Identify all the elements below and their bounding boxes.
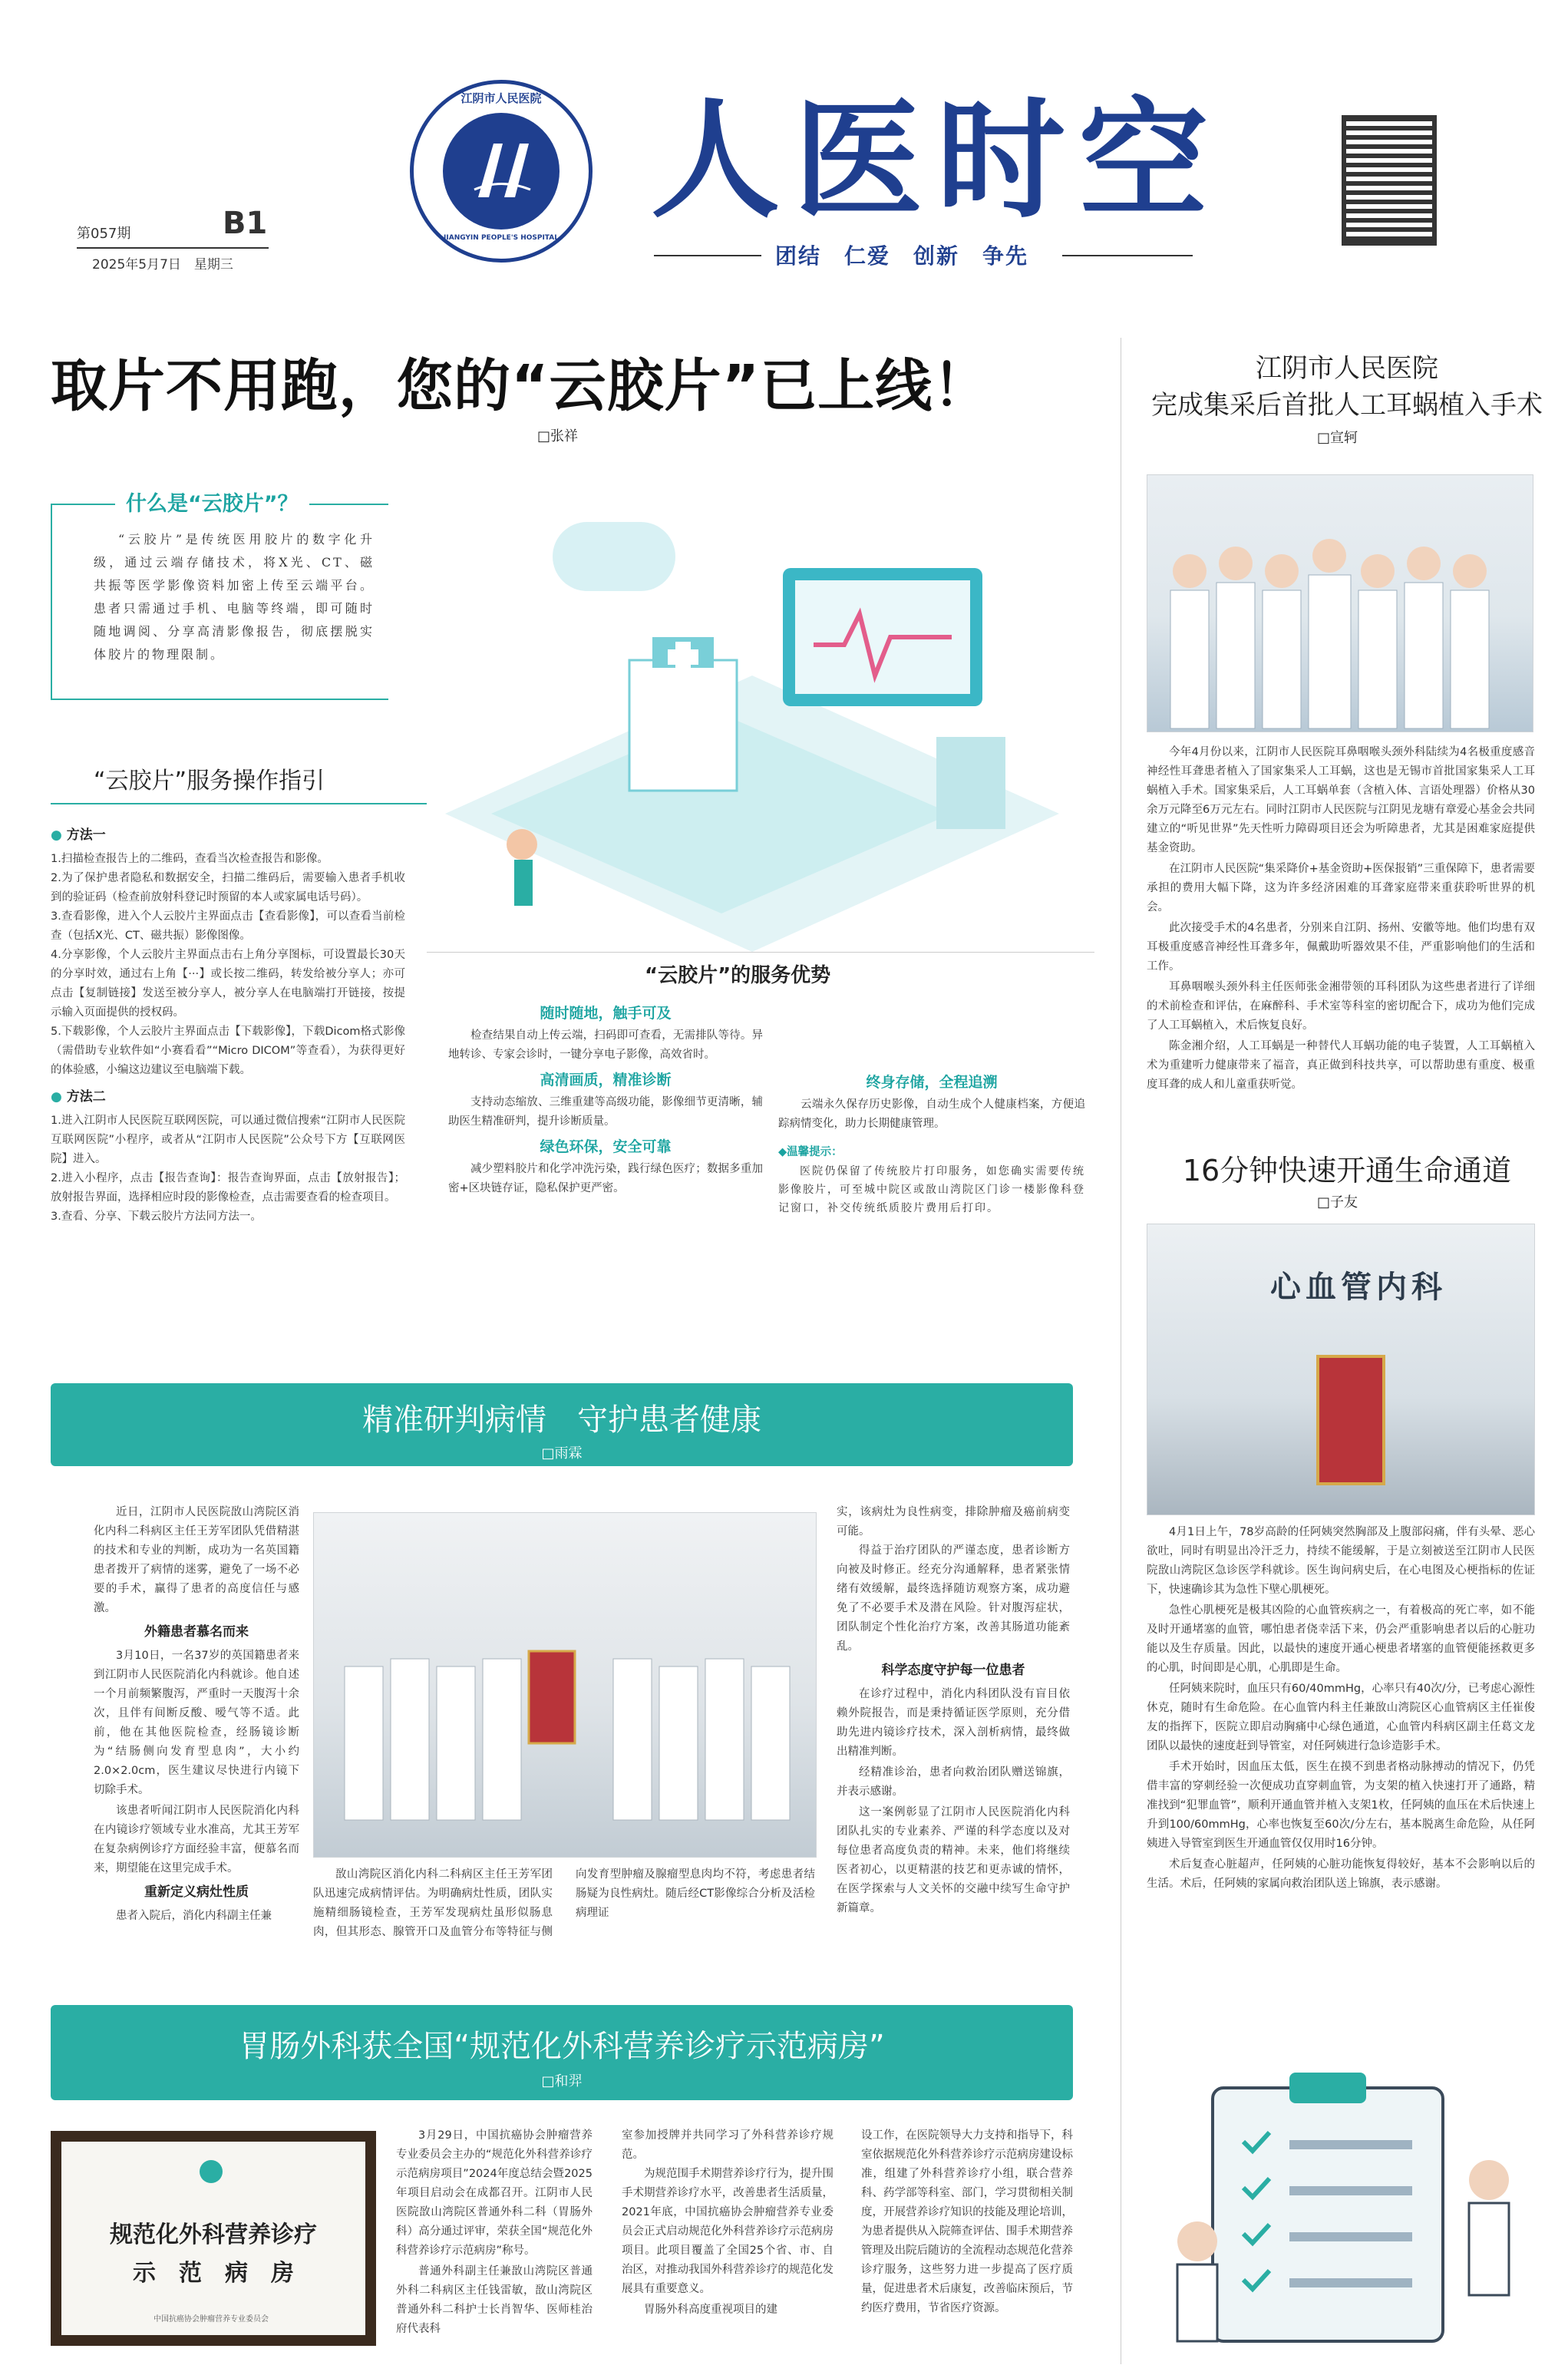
hospital-logo — [410, 80, 593, 263]
issue-number: 第057期 — [77, 226, 131, 242]
paragraph: 4月1日上午，78岁高龄的任阿姨突然胸部及上腹部闷痛，伴有头晕、恶心欲吐，同时有明显出冷汗乏力，持续不能缓解，于是立刻被送至江阴市人民医院敔山湾院区急诊医学科就诊。医生询问病史后，在心电图及心梗指标的佐证下，快速确诊其为急性下壁心肌梗死。 — [1147, 1526, 1535, 1596]
plaque-emblem-icon — [200, 2160, 223, 2183]
paragraph: 普通外科副主任兼敔山湾院区普通外科二科病区主任钱雷敏，敔山湾院区普通外科二科护士长肖智华、医师桂治府代表科 — [396, 2265, 593, 2335]
bottom-title-band — [51, 2005, 1073, 2100]
method-one-step: 2.为了保护患者隐私和数据安全，扫描二维码后，需要输入患者手机收到的验证码（检查前放射科登记时预留的本人或家属电话号码）。 — [51, 872, 405, 903]
paragraph: 3月29日，中国抗癌协会肿瘤营养专业委员会主办的“规范化外科营养诊疗示范病房项目”2024年度总结会暨2025年项目启动会在成都召开。江阴市人民医院敔山湾院区普通外科二科（胃肠外科）高分通过评审，荣获全国“规范化外科营养诊疗示范病房”称号。 — [396, 2129, 593, 2257]
ward-sign: 心血管内科 — [1270, 1270, 1447, 1305]
lead-headline: 取片不用跑，您的“云胶片”已上线！ — [51, 353, 991, 419]
method-one-step: 5.下载影像，个人云胶片主界面点击【下载影像】，下载Dicom格式影像（需借助专业软件如“小赛看看”“Micro DICOM”等查看），为获得更好的体验感，小编这边建议至电脑端下载。 — [51, 1026, 405, 1076]
guide-rule — [51, 803, 427, 804]
method-two-title: ● 方法二 — [51, 1089, 106, 1105]
method-two-step: 1.进入江阴市人民医院互联网医院，可以通过微信搜索“江阴市人民医院互联网医院”小程序，或者从“江阴市人民医院”公众号下方【互联网医院】进入。 — [51, 1115, 405, 1165]
logo-en-text: JIANGYIN PEOPLE'S HOSPITAL — [444, 234, 559, 242]
method-one — [51, 821, 405, 1227]
mid-photo-caption: 敔山湾院区消化内科二科病区主任王芳军团队迅速完成病情评估。为明确病灶性质，团队实施精细肠镜检查，王芳军发现病灶虽形似肠息肉，但其形态、腺管开口及血管分布等特征与侧向发育型肿瘤及腺瘤型息肉均不符，考虑患者结肠疑为良性病灶。随后经CT影像综合分析及活检病理证 — [313, 1868, 815, 1938]
paper-title: 人医时空 — [651, 84, 1222, 236]
issue-date: 2025年5月7日 星期三 — [92, 257, 233, 273]
logo-mark-icon — [470, 136, 532, 205]
right2-author: □子友 — [1317, 1194, 1358, 1211]
what-is-body: “云胶片”是传统医用胶片的数字化升级，通过云端存储技术，将X光、CT、磁共振等医学影像资料加密上传至云端平台。患者只需通过手机、电脑等终端，即可随时随地调阅、分享高清影像报告，彻底摆脱实体胶片的物理限制。 — [94, 532, 375, 662]
paragraph: 胃肠外科高度重视项目的建 — [644, 2304, 777, 2316]
paragraph: 今年4月份以来，江阴市人民医院耳鼻咽喉头颈外科陆续为4名极重度感音神经性耳聋患者植入了国家集采人工耳蜗，这也是无锡市首批国家集采人工耳蜗植入手术。国家集采后，人工耳蜗单套（含植入体、言语处理器）价格从30余万元降至6万元左右。同时江阴市人民医院与江阴见龙塘有章爱心基金会共同建立的“听见世界”先天性听力障碍项目还会为听障患者，尤其是困难家庭提供基金资助。 — [1147, 746, 1535, 854]
method-two-step: 2.进入小程序，点击【报告查询】：报告查询界面，点击【放射报告】；放射报告界面，选择相应时段的影像检查，点击需要查看的检查项目。 — [51, 1172, 405, 1204]
bottom-col-1 — [396, 2126, 593, 2340]
advantage-title: 终身存储，全程追溯 — [866, 1074, 998, 1091]
paragraph: 术后复查心脏超声，任阿姨的心脏功能恢复得较好，基本不会影响以后的生活。术后，任阿姨的家属向救治团队送上锦旗，表示感谢。 — [1147, 1858, 1535, 1890]
mid-subhead: 外籍患者慕名而来 — [144, 1624, 249, 1640]
advantages-col-1 — [448, 998, 763, 1200]
dot-icon: ● — [51, 827, 62, 843]
cloud-film-illustration — [399, 491, 1090, 952]
advantage-body: 检查结果自动上传云端，扫码即可查看，无需排队等待。异地转诊、专家会诊时，一键分享电子影像，高效省时。 — [448, 1029, 763, 1061]
right1-title-2: 完成集采后首批人工耳蜗植入手术 — [1151, 390, 1543, 421]
guide-title: “云胶片”服务操作指引 — [94, 768, 325, 794]
paragraph: 陈金湘介绍，人工耳蜗是一种替代人耳蜗功能的电子装置，人工耳蜗植入术为重建听力健康带来了福音，真正做到科技共享，可以帮助患有重度、极重度耳聋的成人和儿童重获听觉。 — [1147, 1040, 1535, 1091]
advantage-body: 云端永久保存历史影像，自动生成个人健康档案，方便追踪病情变化，助力长期健康管理。 — [778, 1098, 1085, 1130]
advantage-title: 绿色环保，安全可靠 — [540, 1138, 672, 1155]
advantages-title: “云胶片”的服务优势 — [645, 964, 831, 987]
doctors-group-icon — [314, 1513, 816, 1857]
award-plaque — [51, 2131, 376, 2346]
method-one-step: 1.扫描检查报告上的二维码，查看当次检查报告和影像。 — [51, 853, 328, 865]
mid-col-3 — [837, 1503, 1070, 1920]
dot-icon: ● — [51, 1089, 62, 1105]
bottom-title: 胃肠外科获全国“规范化外科营养诊疗示范病房” — [239, 2029, 885, 2064]
plaque-footer: 中国抗癌协会肿瘤营养专业委员会 — [153, 2315, 269, 2324]
checklist-illustration — [1167, 2027, 1535, 2349]
paragraph: 这一案例彰显了江阴市人民医院消化内科团队扎实的专业素养、严谨的科学态度以及对每位患者高度负责的精神。未来，他们将继续医者初心，以更精湛的技艺和更赤诚的情怀，在医学探索与人文关怀的交融中续写生命守护新篇章。 — [837, 1806, 1070, 1914]
lead-author: □张祥 — [537, 428, 579, 444]
paragraph: 急性心肌梗死是极其凶险的心血管疾病之一，有着极高的死亡率，如不能及时开通堵塞的血管，哪怕患者侥幸活下来，仍会严重影响患者以后的心脏功能以及生存质量。因此，以最快的速度开通心梗患者堵塞的血管便能拯救更多的心肌，时间即是心肌，心肌即是生命。 — [1147, 1604, 1535, 1674]
gi-team-photo — [313, 1512, 817, 1858]
paragraph: 为规范围手术期营养诊疗行为，提升围手术期营养诊疗水平，改善患者生活质量，2021年底，中国抗癌协会肿瘤营养专业委员会正式启动规范化外科营养诊疗示范病房项目。此项目覆盖了全国25个省、市、自治区，对推动我国外科营养诊疗的规范化发展具有重要意义。 — [622, 2168, 834, 2295]
logo-text: 江阴市人民医院 — [460, 91, 542, 105]
right1-title-1: 江阴市人民医院 — [1256, 353, 1438, 384]
what-is-title: 什么是“云胶片”？ — [115, 487, 309, 517]
advantage-body: 支持动态缩放、三维重建等高级功能，影像细节更清晰，辅助医生精准研判，提升诊断质量。 — [448, 1096, 763, 1128]
paragraph: 实，该病灶为良性病变，排除肿瘤及癌前病变可能。 — [837, 1506, 1070, 1538]
page-number: B1 — [223, 206, 268, 241]
advantage-title: 随时随地，触手可及 — [540, 1005, 672, 1022]
paragraph: 经精准诊治，患者向救治团队赠送锦旗，并表示感谢。 — [837, 1766, 1070, 1798]
mid-subhead: 科学态度守护每一位患者 — [881, 1663, 1025, 1678]
paragraph: 室参加授牌并共同学习了外科营养诊疗规范。 — [622, 2129, 834, 2161]
banner-flag — [1316, 1355, 1385, 1485]
mid-author: □雨霖 — [541, 1445, 583, 1462]
isometric-hospital-icon — [399, 491, 1090, 952]
paragraph: 在江阴市人民医院“集采降价+基金资助+医保报销”三重保障下，患者需要承担的费用大幅下降，这为许多经济困难的耳聋家庭带来重获聆听世界的机会。 — [1147, 863, 1535, 913]
paragraph: 在诊疗过程中，消化内科团队没有盲目依赖外院报告，而是秉持循证医学原则，充分借助先进内镜诊疗技术，深入剖析病情，最终做出精准判断。 — [837, 1688, 1070, 1758]
clipboard-checklist-icon — [1167, 2027, 1535, 2349]
method-one-title: ● 方法一 — [51, 827, 106, 843]
right1-author: □宣轲 — [1317, 430, 1358, 446]
right2-title: 16分钟快速开通生命通道 — [1182, 1154, 1512, 1188]
paragraph: 任阿姨来院时，血压只有60/40mmHg，心率只有40次/分，已考虑心源性休克，随时有生命危险。在心血管内科主任兼敔山湾院区心血管病区主任崔俊友的指挥下，医院立即启动胸痛中心绿色通道，心血管内科病区副主任葛文龙团队以最快的速度赶到导管室，对任阿姨进行急诊造影手术。 — [1147, 1683, 1535, 1752]
mid-col-1 — [94, 1503, 299, 1927]
paragraph: 耳鼻咽喉头颈外科主任医师张金湘带领的耳科团队为这些患者进行了详细的术前检查和评估，在麻醉科、手术室等科室的密切配合下，成功为他们完成了人工耳蜗植入，术后恢复良好。 — [1147, 981, 1535, 1032]
method-one-step: 3.查看影像，进入个人云胶片主界面点击【查看影像】，可以查看当前检查（包括X光、CT、磁共振）影像图像。 — [51, 910, 405, 942]
mid-subhead: 重新定义病灶性质 — [144, 1884, 249, 1900]
paragraph: 3月10日，一名37岁的英国籍患者来到江阴市人民医院消化内科就诊。他自述一个月前频繁腹泻，严重时一天腹泻十余次，且伴有间断反酸、嗳气等不适。此前，他在其他医院检查，经肠镜诊断为“结肠侧向发育型息肉”，大小约2.0×2.0cm，医生建议尽快进行内镜下切除手术。 — [94, 1650, 299, 1796]
advantages-rule — [427, 952, 1094, 953]
bottom-author: □和羿 — [541, 2073, 583, 2089]
paragraph: 手术开始时，因血压太低，医生在摸不到患者格动脉搏动的情况下，仍凭借丰富的穿刺经验一次便成功直穿刺血管，为支架的植入快速打开了通路，精准找到“犯罪血管”，顺利开通血管并植入支架1枚，任阿姨的血压在术后快速上升到100/60mmHg，心率也恢复至60次/分左右，基本脱离生命危险，从任阿姨进入导管室到医生开通血管仅仅用时16分钟。 — [1147, 1761, 1535, 1850]
qr-code-icon[interactable] — [1342, 115, 1437, 246]
tip-title: ◆温馨提示： — [778, 1146, 843, 1158]
method-one-step: 4.分享影像，个人云胶片主界面点击右上角分享图标，可设置最长30天的分享时效，通过右上角【···】或长按二维码，转发给被分享人；亦可点击【复制链接】发送至被分享人，被分享人在电脑端打开链接，按提示输入页面提供的授权码。 — [51, 949, 405, 1019]
paragraph: 此次接受手术的4名患者，分别来自江阴、扬州、安徽等地。他们均患有双耳极重度感音神经性耳聋多年，佩戴助听器效果不佳，严重影响他们的生活和工作。 — [1147, 922, 1535, 973]
paragraph: 设工作，在医院领导大力支持和指导下，科室依据规范化外科营养诊疗示范病房建设标准，组建了外科营养诊疗小组，联合营养科、药学部等科室、部门，学习贯彻相关制度，开展营养诊疗知识的技能及理论培训，为患者提供从入院筛查评估、围手术期营养管理及出院后随访的全流程动态规范化营养诊疗服务，这些努力进一步提高了医疗质量，促进患者术后康复，改善临床预后，节约医疗费用，节省医疗资源。 — [861, 2129, 1073, 2314]
right2-body — [1147, 1523, 1535, 1895]
paragraph: 近日，江阴市人民医院敔山湾院区消化内科二科病区主任王芳军团队凭借精湛的技术和专业的判断，成功为一名英国籍患者拨开了病情的迷雾，避免了一场不必要的手术，赢得了患者的高度信任与感激。 — [94, 1506, 299, 1614]
paragraph: 得益于治疗团队的严谨态度，患者诊断方向被及时修正。经充分沟通解释，患者紧张情绪有效缓解，最终选择随访观察方案，成功避免了不必要手术及潜在风险。针对腹泻症状，团队制定个性化治疗方案，改善其肠道功能紊乱。 — [837, 1544, 1070, 1653]
right1-body — [1147, 743, 1535, 1096]
bottom-col-3 — [861, 2126, 1073, 2318]
method-two-step: 3.查看、分享、下载云胶片方法同方法一。 — [51, 1211, 262, 1223]
plaque-line-2: 示 范 病 房 — [133, 2260, 294, 2287]
mid-title: 精准研判病情 守护患者健康 — [362, 1402, 761, 1438]
slogan-rule-left — [654, 255, 761, 256]
bottom-col-2 — [622, 2126, 834, 2321]
tip-body: 医院仍保留了传统胶片打印服务，如您确实需要传统影像胶片，可至城中院区或敔山湾院区门诊一楼影像科登记窗口，补交传统纸质胶片费用后打印。 — [778, 1165, 1085, 1214]
slogan: 团结 仁爱 创新 争先 — [775, 243, 1029, 269]
cochlear-team-photo — [1147, 474, 1533, 732]
paragraph: 该患者听闻江阴市人民医院消化内科在内镜诊疗领域专业水准高，尤其王芳军在复杂病例诊疗方面经验丰富，便慕名而来，期望能在这里完成手术。 — [94, 1805, 299, 1875]
plaque-line-1: 规范化外科营养诊疗 — [110, 2221, 317, 2248]
group-people-icon — [1147, 475, 1533, 732]
issue-rule — [77, 247, 269, 249]
advantage-title: 高清画质，精准诊断 — [540, 1072, 672, 1088]
advantage-body: 减少塑料胶片和化学冲洗污染，践行绿色医疗；数据多重加密+区块链存证，隐私保护更严密。 — [448, 1163, 763, 1194]
cardiology-photo — [1147, 1224, 1535, 1515]
advantages-col-2 — [778, 1067, 1085, 1217]
mid-title-band — [51, 1383, 1073, 1466]
slogan-rule-right — [1062, 255, 1193, 256]
paragraph: 患者入院后，消化内科副主任兼 — [116, 1910, 272, 1922]
